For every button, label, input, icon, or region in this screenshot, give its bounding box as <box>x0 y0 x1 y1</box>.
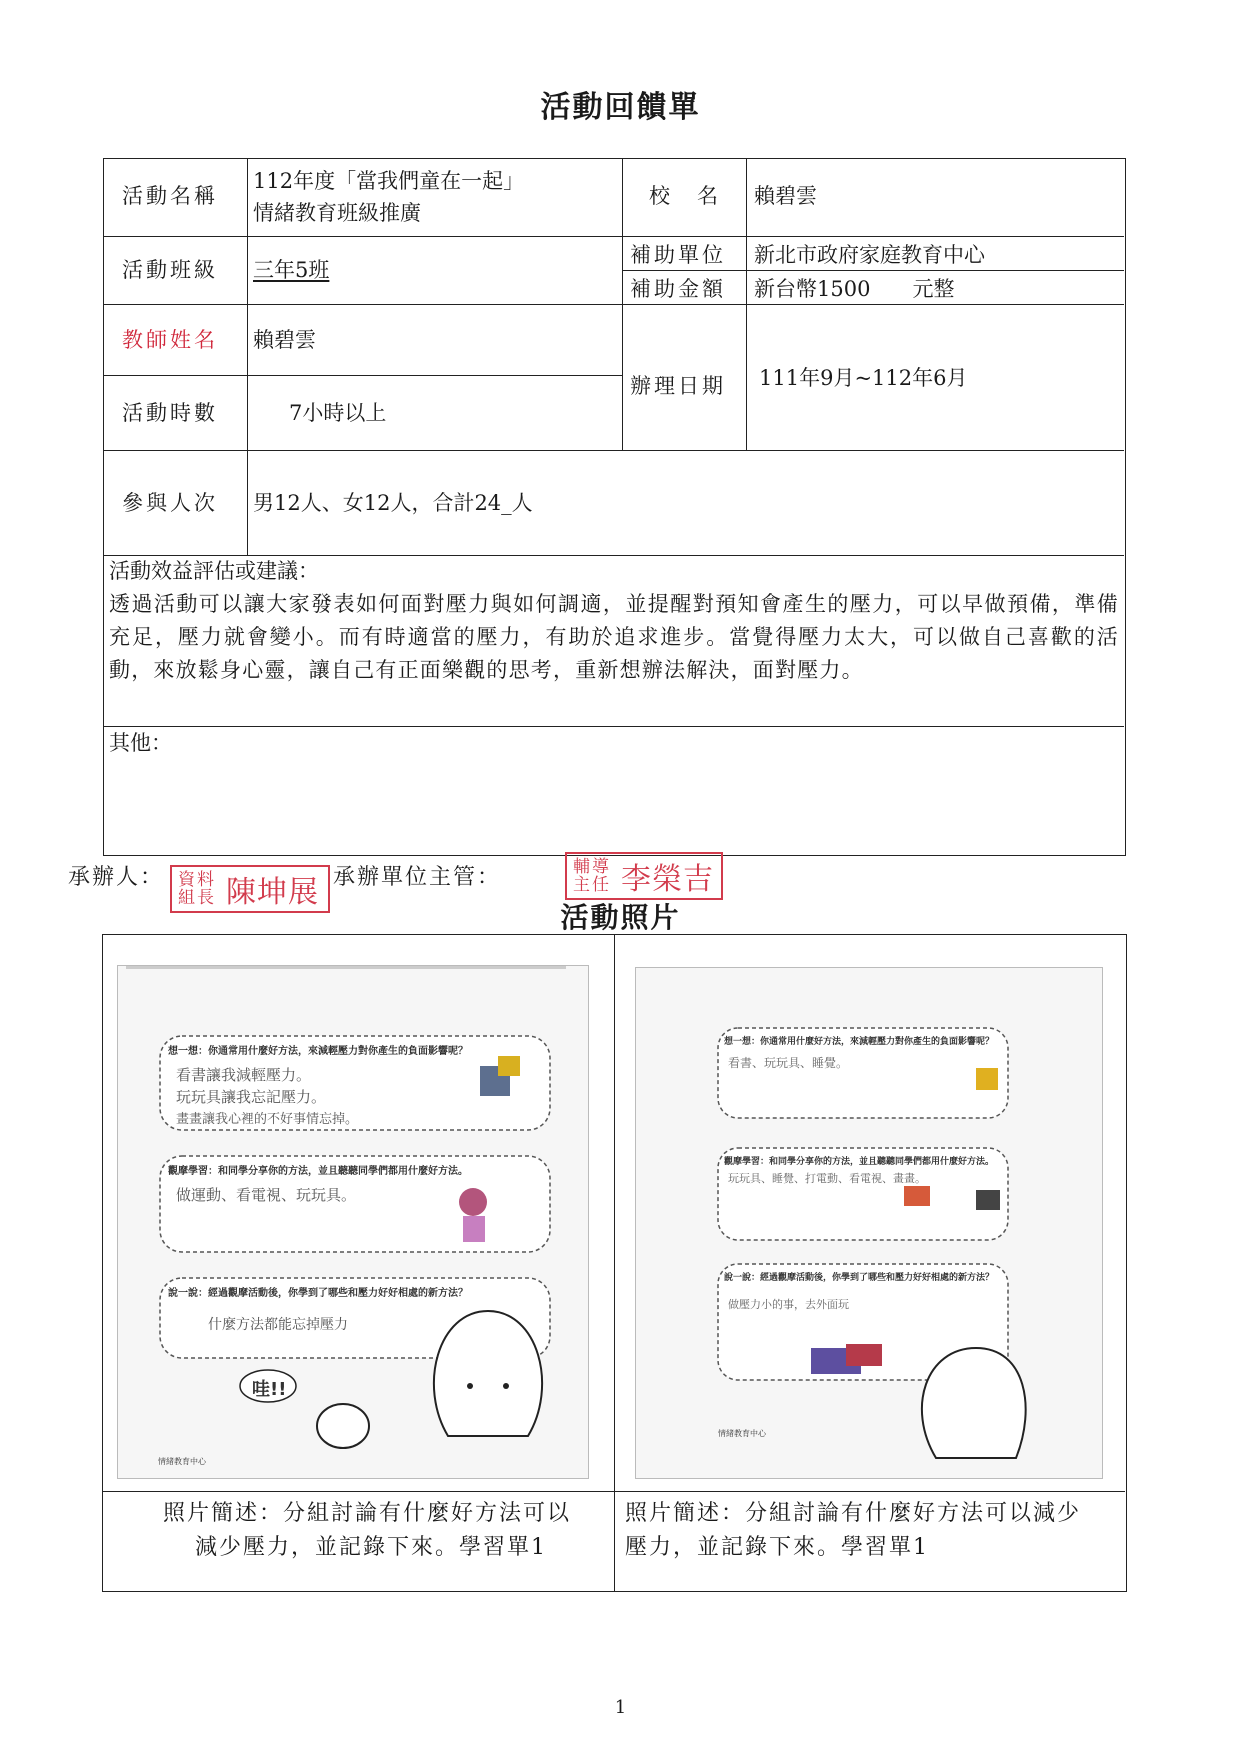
hours-value: 7小時以上 <box>289 401 387 425</box>
hours-label: 活動時數 <box>122 401 218 425</box>
school-label: 校 名 <box>649 184 721 208</box>
row-divider <box>103 1491 1125 1492</box>
organizer-stamp-title: 資料組長 <box>178 870 216 908</box>
date-value: 111年9月~112年6月 <box>759 366 968 390</box>
left-a3: 畫畫讓我心裡的不好事情忘掉。 <box>176 1112 359 1127</box>
col-divider <box>247 159 248 555</box>
feedback-form <box>103 158 1126 856</box>
right-a1: 看書、玩玩具、睡覺。 <box>728 1056 849 1070</box>
caption-left-line1: 照片簡述：分組討論有什麼好方法可以 <box>163 1501 572 1526</box>
right-a3: 做壓力小的事，去外面玩 <box>728 1298 849 1311</box>
col-divider <box>746 159 747 450</box>
left-q3: 說一說：經過觀摩活動後，你學到了哪些和壓力好好相處的新方法？ <box>168 1288 468 1299</box>
class-value: 三年5班 <box>253 258 330 282</box>
photo-section-title: 活動照片 <box>560 901 681 934</box>
subsidy-amount-value: 新台幣1500 元整 <box>754 277 955 301</box>
row-divider <box>104 450 1124 451</box>
row-divider <box>104 304 1124 305</box>
photo-table <box>102 934 1127 1592</box>
evaluation-text: 透過活動可以讓大家發表如何面對壓力與如何調適，並提醒對預知會產生的壓力，可以早做預備，準備充足，壓力就會變小。而有時適當的壓力，有助於追求進步。當覺得壓力太大，可以做自己喜歡的活動，來放鬆身心靈，讓自己有正面樂觀的思考，重新想辦法解決，面對壓力。 <box>109 592 1119 682</box>
subsidy-amount-label: 補助金額 <box>630 277 726 301</box>
row-divider <box>104 236 1124 237</box>
row-divider <box>623 270 1124 271</box>
right-q1: 想一想：你通常用什麼好方法，來減輕壓力對你產生的負面影響呢？ <box>724 1037 995 1047</box>
left-bubble: 哇!! <box>252 1379 287 1400</box>
left-a1: 看書讓我減輕壓力。 <box>176 1066 312 1084</box>
left-a5: 什麼方法都能忘掉壓力 <box>208 1317 348 1333</box>
row-divider <box>104 726 1124 727</box>
row-divider <box>104 375 622 376</box>
right-a2: 玩玩具、睡覺、打電動、看電視、畫畫。 <box>728 1172 926 1185</box>
other-label: 其他： <box>109 731 172 755</box>
evaluation-label: 活動效益評估或建議： <box>109 559 319 583</box>
caption-right-line1: 照片簡述：分組討論有什麼好方法可以減少 <box>625 1501 1082 1526</box>
participants-label: 參與人次 <box>122 491 218 515</box>
organizer-stamp-name: 陳坤展 <box>226 875 319 910</box>
supervisor-stamp-title: 輔導主任 <box>573 857 611 895</box>
photo-right <box>635 967 1103 1479</box>
teacher-label: 教師姓名 <box>122 328 218 352</box>
school-value: 賴碧雲 <box>754 184 817 208</box>
left-footer: 情緒教育中心 <box>158 1457 206 1466</box>
page-title: 活動回饋單 <box>540 90 701 125</box>
right-q2: 觀摩學習：和同學分享你的方法，並且聽聽同學們都用什麼好方法。 <box>724 1157 995 1167</box>
activity-name-label: 活動名稱 <box>122 184 218 208</box>
page-number: 1 <box>614 1697 627 1718</box>
supervisor-stamp-name: 李榮吉 <box>621 862 714 897</box>
left-a4: 做運動、看電視、玩玩具。 <box>176 1186 357 1204</box>
organizer-label: 承辦人： <box>68 865 165 890</box>
row-divider <box>104 555 1124 556</box>
col-divider <box>614 935 615 1591</box>
left-q2: 觀摩學習：和同學分享你的方法，並且聽聽同學們都用什麼好方法。 <box>168 1166 468 1177</box>
class-label: 活動班級 <box>122 258 218 282</box>
teacher-value: 賴碧雲 <box>253 328 316 352</box>
subsidy-unit-value: 新北市政府家庭教育中心 <box>754 243 985 267</box>
left-q1: 想一想：你通常用什麼好方法，來減輕壓力對你產生的負面影響呢？ <box>168 1046 468 1057</box>
caption-right-line2: 壓力，並記錄下來。學習單1 <box>625 1535 929 1560</box>
right-footer: 情緒教育中心 <box>718 1429 766 1438</box>
col-divider <box>622 159 623 450</box>
date-label: 辦理日期 <box>630 374 726 398</box>
supervisor-stamp <box>565 852 723 900</box>
activity-name-line2: 情緒教育班級推廣 <box>253 201 421 225</box>
photo-left <box>117 965 589 1479</box>
caption-left-line2: 減少壓力，並記錄下來。學習單1 <box>195 1535 547 1560</box>
left-a2: 玩玩具讓我忘記壓力。 <box>176 1088 327 1106</box>
activity-name-line1: 112年度「當我們童在一起」 <box>253 169 525 193</box>
right-q3: 說一說：經過觀摩活動後，你學到了哪些和壓力好好相處的新方法？ <box>724 1273 995 1283</box>
participants-value: 男12人、女12人，合計24_人 <box>253 491 533 515</box>
subsidy-unit-label: 補助單位 <box>630 243 726 267</box>
supervisor-label: 承辦單位主管： <box>333 865 502 890</box>
